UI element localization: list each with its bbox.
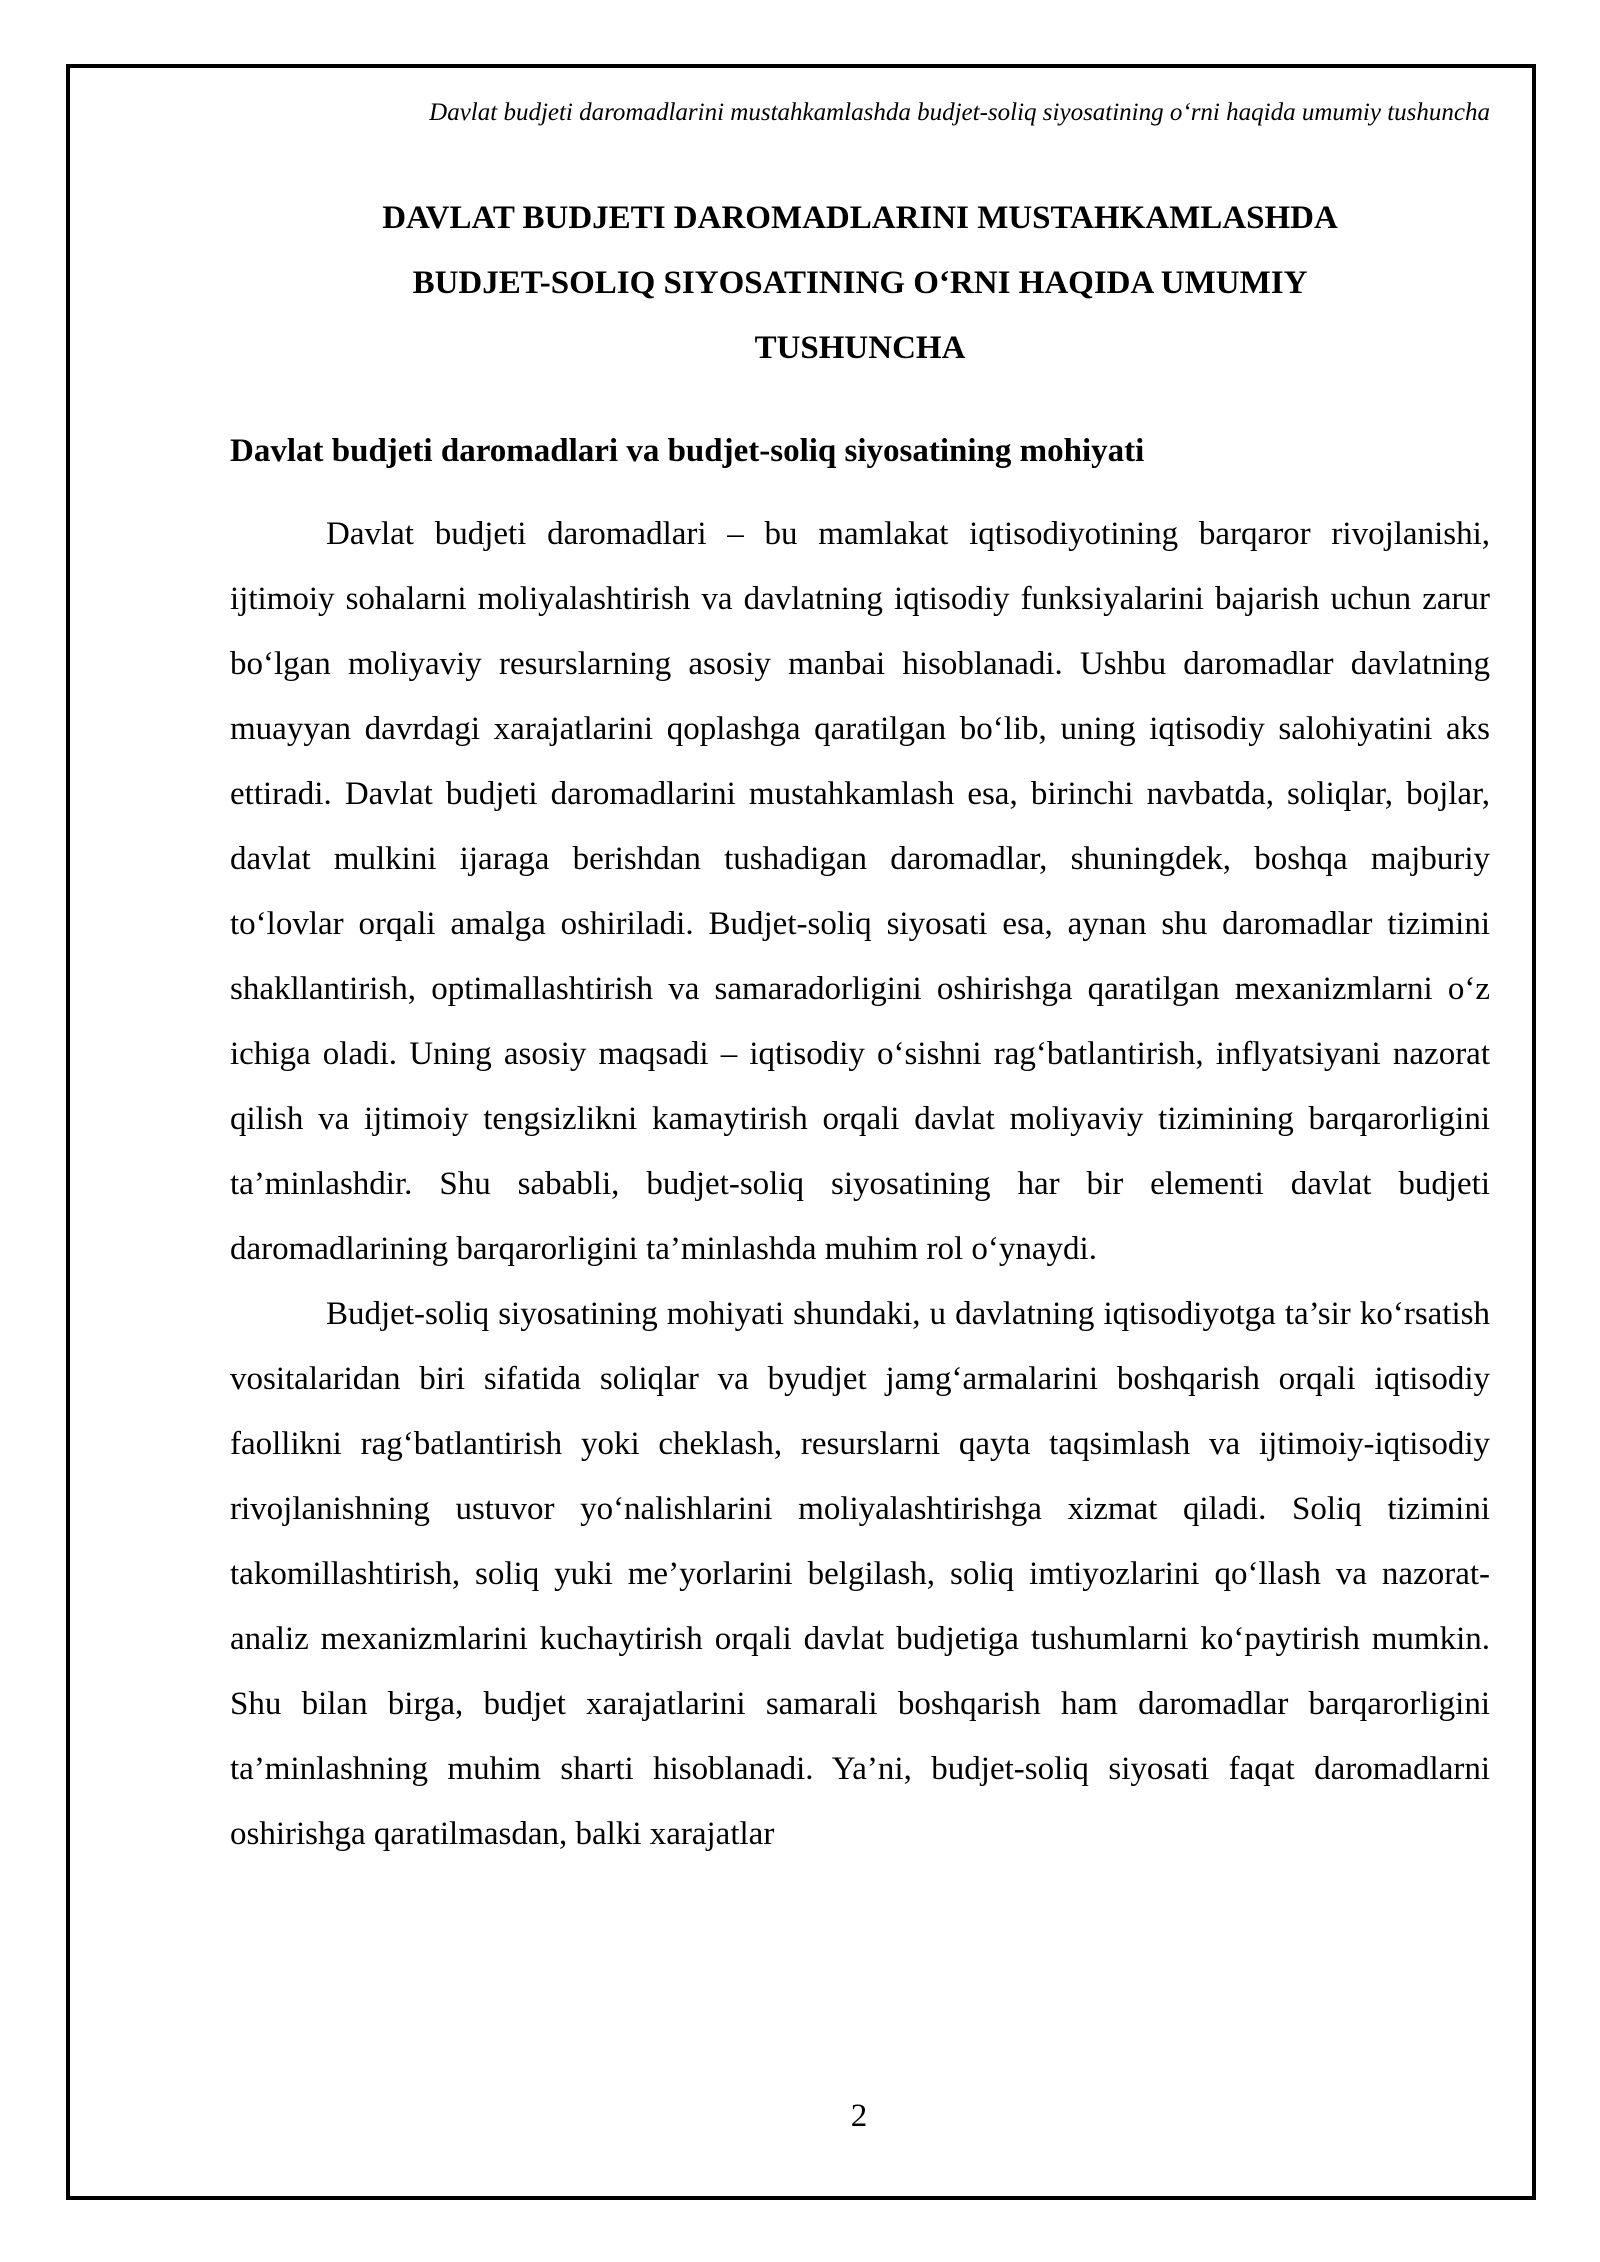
paragraph: Davlat budjeti daromadlari – bu mamlakat iqtisodiyotining barqaror rivojlanishi, ijtimoiy sohalarni moliyalashtirish va davlatning iqtisodiy funksiyalarini bajarish uchun zarur bo‘lgan moliyaviy resurslarning asosiy manbai hisoblanadi. Ushbu daromadlar davlatning muayyan davrdagi xarajatlarini qoplashga qaratilgan bo‘lib, uning iqtisodiy salohiyatini aks ettiradi. Davlat budjeti daromadlarini mustahkamlash esa, birinchi navbatda, soliqlar, bojlar, davlat mulkini ijaraga berishdan tushadigan daromadlar, shuningdek, boshqa majburiy to‘lovlar orqali amalga oshiriladi. Budjet-soliq siyosati esa, aynan shu daromadlar tizimini shakllantirish, optimallashtirish va samaradorligini oshirishga qaratilgan mexanizmlarni o‘z ichiga oladi. Uning asosiy maqsadi – iqtisodiy o‘sishni rag‘batlantirish, inflyatsiyani nazorat qilish va ijtimoiy tengsizlikni kamaytirish orqali davlat moliyaviy tizimining barqarorligini ta’minlashdir. Shu sababli, budjet-soliq siyosatining har bir elementi davlat budjeti daromadlarining barqarorligini ta’minlashda muhim rol o‘ynaydi.	[230, 516, 1490, 1267]
document-title-line: DAVLAT BUDJETI DAROMADLARINI MUSTAHKAMLASHDA	[382, 200, 1338, 236]
document-title-line: TUSHUNCHA	[754, 330, 966, 366]
page-number: 2	[850, 2098, 868, 2134]
section-heading: Davlat budjeti daromadlari va budjet-soliq siyosatining mohiyati	[230, 433, 1145, 469]
body-text	[230, 502, 1490, 1867]
document-title	[230, 186, 1490, 381]
paragraph: Budjet-soliq siyosatining mohiyati shundaki, u davlatning iqtisodiyotga ta’sir ko‘rsatish vositalaridan biri sifatida soliqlar va byudjet jamg‘armalarini boshqarish orqali iqtisodiy faollikni rag‘batlantirish yoki cheklash, resurslarni qayta taqsimlash va ijtimoiy-iqtisodiy rivojlanishning ustuvor yo‘nalishlarini moliyalashtirishga xizmat qiladi. Soliq tizimini takomillashtirish, soliq yuki me’yorlarini belgilash, soliq imtiyozlarini qo‘llash va nazorat-analiz mexanizmlarini kuchaytirish orqali davlat budjetiga tushumlarni ko‘paytirish mumkin. Shu bilan birga, budjet xarajatlarini samarali boshqarish ham daromadlar barqarorligini ta’minlashning muhim sharti hisoblanadi. Ya’ni, budjet-soliq siyosati faqat daromadlarni oshirishga qaratilmasdan, balki xarajatlar	[230, 1296, 1490, 1852]
running-header: Davlat budjeti daromadlarini mustahkamlashda budjet-soliq siyosatining o‘rni haqida umumiy tushuncha	[429, 99, 1490, 126]
document-title-line: BUDJET-SOLIQ SIYOSATINING O‘RNI HAQIDA UMUMIY	[412, 265, 1308, 301]
